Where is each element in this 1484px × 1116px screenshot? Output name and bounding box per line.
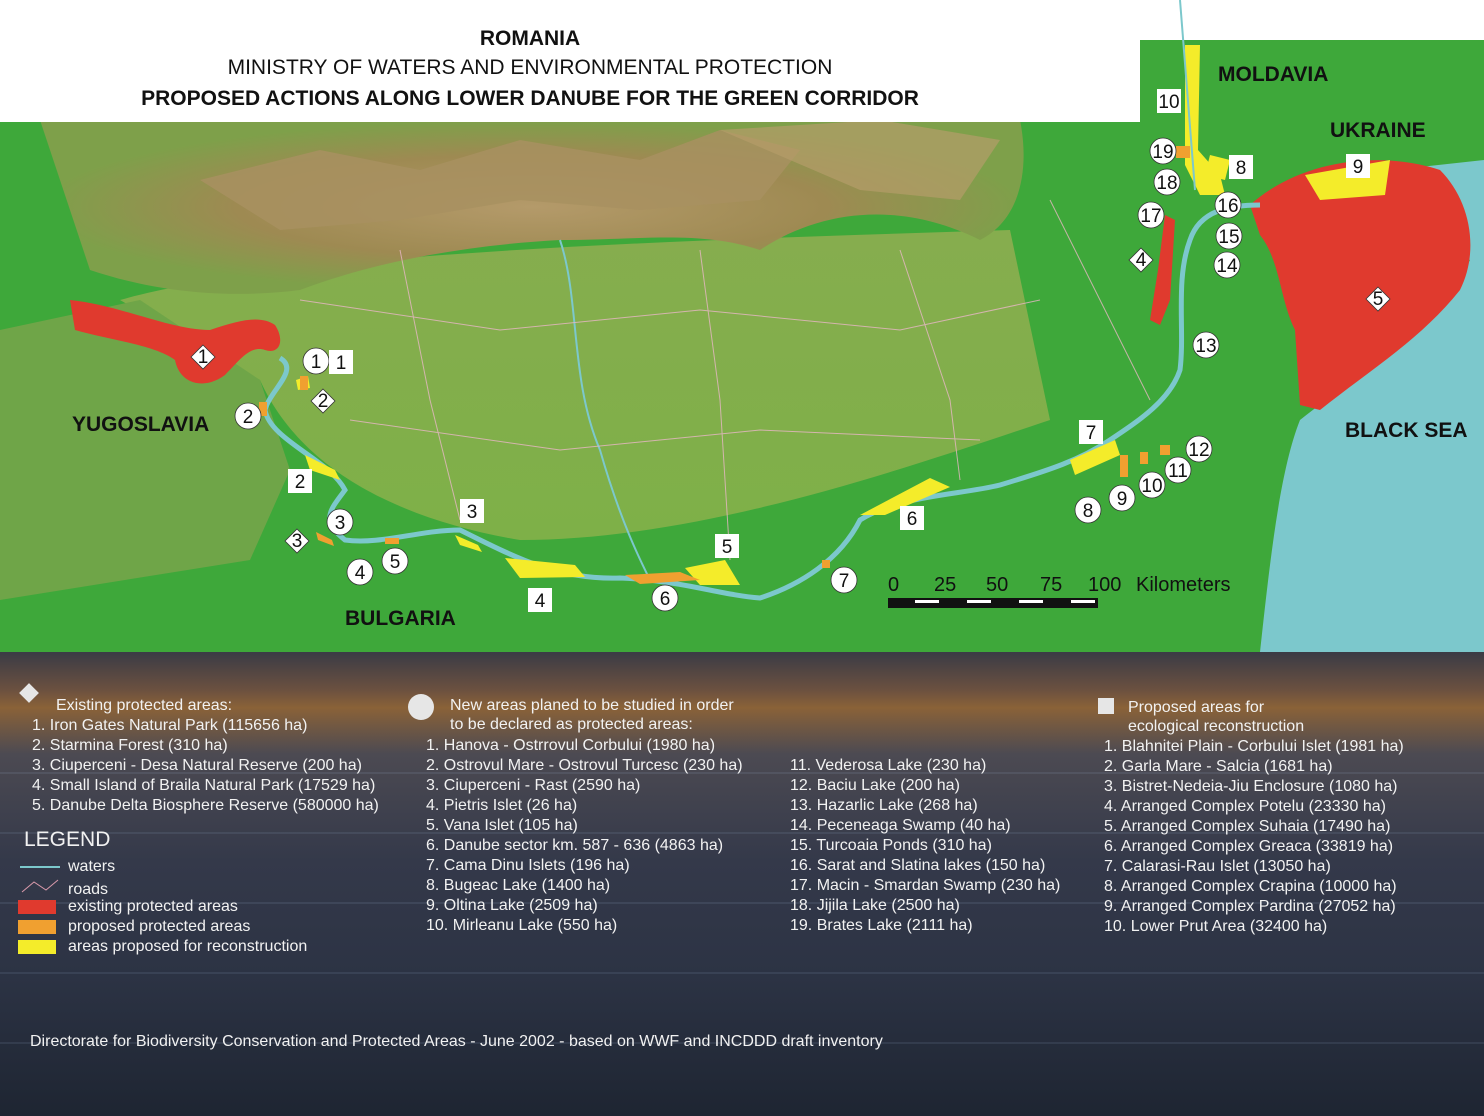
new-area-marker-label: 4 — [354, 563, 366, 584]
list-item: 7. Calarasi-Rau Islet (13050 ha) — [1104, 858, 1331, 875]
cama-dinu-proposed-area — [822, 560, 830, 568]
list-item: 3. Ciuperceni - Desa Natural Reserve (200 ha) — [32, 757, 362, 774]
list-item: 8. Bugeac Lake (1400 ha) — [426, 877, 611, 894]
new-areas-list-1 — [426, 736, 743, 936]
list-item: 10. Lower Prut Area (32400 ha) — [1104, 918, 1328, 935]
reconstruction-title-1: Proposed areas for — [1128, 699, 1265, 716]
list-item: 5. Vana Islet (105 ha) — [426, 817, 578, 834]
scale-unit: Kilometers — [1136, 574, 1231, 596]
list-item: 19. Brates Lake (2111 ha) — [790, 917, 973, 934]
reconstruction-marker-label: 6 — [906, 509, 918, 530]
new-area-marker-label: 12 — [1188, 440, 1210, 461]
reconstruction-title-2: ecological reconstruction — [1128, 718, 1305, 735]
header-title: PROPOSED ACTIONS ALONG LOWER DANUBE FOR THE GREEN CORRIDOR — [141, 87, 919, 110]
list-item: 11. Vederosa Lake (230 ha) — [790, 757, 987, 774]
scale-tick-50: 50 — [986, 574, 1009, 596]
lakes-east-proposed-area-2 — [1140, 452, 1148, 464]
reconstruction-marker-label: 10 — [1158, 92, 1180, 113]
existing-area-marker-label: 4 — [1135, 250, 1147, 271]
list-item: 4. Small Island of Braila Natural Park (17529 ha) — [32, 777, 376, 794]
list-item: 9. Oltina Lake (2509 ha) — [426, 897, 598, 914]
existing-area-marker-label: 3 — [291, 531, 303, 552]
legend-key-roads: roads — [68, 881, 109, 898]
new-area-marker-label: 17 — [1140, 206, 1162, 227]
list-item: 18. Jijila Lake (2500 ha) — [790, 897, 960, 914]
lakes-east-proposed-area-3 — [1160, 445, 1170, 455]
list-item: 16. Sarat and Slatina lakes (150 ha) — [790, 857, 1046, 874]
footer-credit: Directorate for Biodiversity Conservation and Protected Areas - June 2002 - based on WWF and INCDDD draft inventory — [30, 1033, 883, 1050]
lakes-east-proposed-area — [1120, 455, 1128, 477]
new-areas-title-1: New areas planed to be studied in order — [450, 697, 734, 714]
new-area-marker-label: 15 — [1218, 227, 1240, 248]
reconstruction-marker-label: 1 — [335, 353, 347, 374]
list-item: 17. Macin - Smardan Swamp (230 ha) — [790, 877, 1061, 894]
list-item: 6. Arranged Complex Greaca (33819 ha) — [1104, 838, 1394, 855]
new-area-marker-label: 19 — [1152, 142, 1174, 163]
new-area-marker-label: 9 — [1116, 489, 1128, 510]
reconstruction-marker-label: 5 — [721, 537, 733, 558]
legend-key-waters: waters — [68, 858, 116, 875]
new-area-marker-label: 8 — [1082, 501, 1094, 522]
existing-areas-list — [32, 716, 379, 816]
legend-key-reconstruction: areas proposed for reconstruction — [68, 938, 308, 955]
reconstruction-marker-label: 3 — [466, 502, 478, 523]
square-icon — [1098, 698, 1114, 714]
existing-area-marker-label: 1 — [197, 347, 209, 368]
new-area-marker-label: 10 — [1141, 476, 1163, 497]
country-label-moldavia: MOLDAVIA — [1218, 63, 1329, 86]
list-item: 1. Hanova - Ostrrovul Corbului (1980 ha) — [426, 737, 716, 754]
hanova-proposed-area — [300, 376, 308, 390]
new-area-marker-label: 11 — [1168, 461, 1188, 482]
existing-area-marker-label: 2 — [317, 391, 329, 412]
reconstruction-marker-label: 2 — [294, 472, 306, 493]
country-label-bulgaria: BULGARIA — [345, 607, 456, 630]
new-area-marker-label: 2 — [242, 407, 254, 428]
new-area-marker-label: 18 — [1156, 173, 1178, 194]
list-item: 3. Bistret-Nedeia-Jiu Enclosure (1080 ha) — [1104, 778, 1398, 795]
scale-tick-75: 75 — [1040, 574, 1063, 596]
list-item: 2. Garla Mare - Salcia (1681 ha) — [1104, 758, 1333, 775]
reconstruction-swatch — [18, 940, 56, 954]
list-item: 3. Ciuperceni - Rast (2590 ha) — [426, 777, 641, 794]
list-item: 2. Starmina Forest (310 ha) — [32, 737, 228, 754]
list-item: 9. Arranged Complex Pardina (27052 ha) — [1104, 898, 1396, 915]
list-item: 2. Ostrovul Mare - Ostrovul Turcesc (230 ha) — [426, 757, 743, 774]
legend-title: LEGEND — [24, 828, 111, 851]
list-item: 5. Arranged Complex Suhaia (17490 ha) — [1104, 818, 1391, 835]
new-area-marker-label: 1 — [310, 352, 322, 373]
circle-icon — [408, 694, 434, 720]
legend-key-proposed: proposed protected areas — [68, 918, 251, 935]
new-area-marker-label: 14 — [1216, 256, 1238, 277]
reconstruction-marker-label: 7 — [1085, 423, 1097, 444]
sea-label-black-sea: BLACK SEA — [1345, 419, 1468, 442]
list-item: 10. Mirleanu Lake (550 ha) — [426, 917, 618, 934]
legend-key-existing: existing protected areas — [68, 898, 238, 915]
new-area-marker-label: 16 — [1217, 196, 1239, 217]
list-item: 6. Danube sector km. 587 - 636 (4863 ha) — [426, 837, 724, 854]
list-item: 15. Turcoaia Ponds (310 ha) — [790, 837, 992, 854]
new-area-marker-label: 13 — [1195, 336, 1217, 357]
list-item: 1. Iron Gates Natural Park (115656 ha) — [32, 717, 308, 734]
roads-key-icon — [20, 876, 60, 896]
reconstruction-marker-label: 4 — [534, 591, 546, 612]
new-area-marker-label: 7 — [838, 571, 850, 592]
list-item: 8. Arranged Complex Crapina (10000 ha) — [1104, 878, 1397, 895]
list-item: 1. Blahnitei Plain - Corbului Islet (1981 ha) — [1104, 738, 1404, 755]
vana-islet-proposed-area — [385, 538, 399, 544]
list-item: 4. Arranged Complex Potelu (23330 ha) — [1104, 798, 1386, 815]
scale-tick-0: 0 — [888, 574, 900, 596]
waters-key-icon — [20, 866, 60, 868]
new-area-marker-label: 5 — [389, 552, 401, 573]
brates-proposed-area — [1176, 146, 1190, 158]
list-item: 7. Cama Dinu Islets (196 ha) — [426, 857, 630, 874]
list-item: 4. Pietris Islet (26 ha) — [426, 797, 578, 814]
list-item: 14. Peceneaga Swamp (40 ha) — [790, 817, 1011, 834]
header-ministry: MINISTRY OF WATERS AND ENVIRONMENTAL PROTECTION — [227, 56, 833, 79]
diamond-icon — [19, 683, 39, 703]
legend-panel — [0, 652, 1484, 1116]
new-areas-title-2: to be declared as protected areas: — [450, 716, 693, 733]
existing-areas-title: Existing protected areas: — [56, 697, 233, 714]
scale-tick-100: 100 — [1088, 574, 1122, 596]
list-item: 12. Baciu Lake (200 ha) — [790, 777, 960, 794]
reconstruction-marker-label: 8 — [1235, 158, 1247, 179]
proposed-swatch — [18, 920, 56, 934]
new-areas-list-2 — [790, 756, 1060, 936]
reconstruction-marker-label: 9 — [1352, 157, 1364, 178]
new-area-marker-label: 6 — [659, 589, 671, 610]
country-label-yugoslavia: YUGOSLAVIA — [72, 413, 210, 436]
list-item: 5. Danube Delta Biosphere Reserve (580000 ha) — [32, 797, 379, 814]
new-area-marker-label: 3 — [334, 513, 346, 534]
header-country: ROMANIA — [479, 27, 581, 50]
existing-swatch — [18, 900, 56, 914]
reconstruction-list — [1104, 737, 1404, 937]
list-item: 13. Hazarlic Lake (268 ha) — [790, 797, 978, 814]
existing-area-marker-label: 5 — [1372, 289, 1384, 310]
scale-tick-25: 25 — [934, 574, 957, 596]
country-label-ukraine: UKRAINE — [1330, 119, 1426, 142]
